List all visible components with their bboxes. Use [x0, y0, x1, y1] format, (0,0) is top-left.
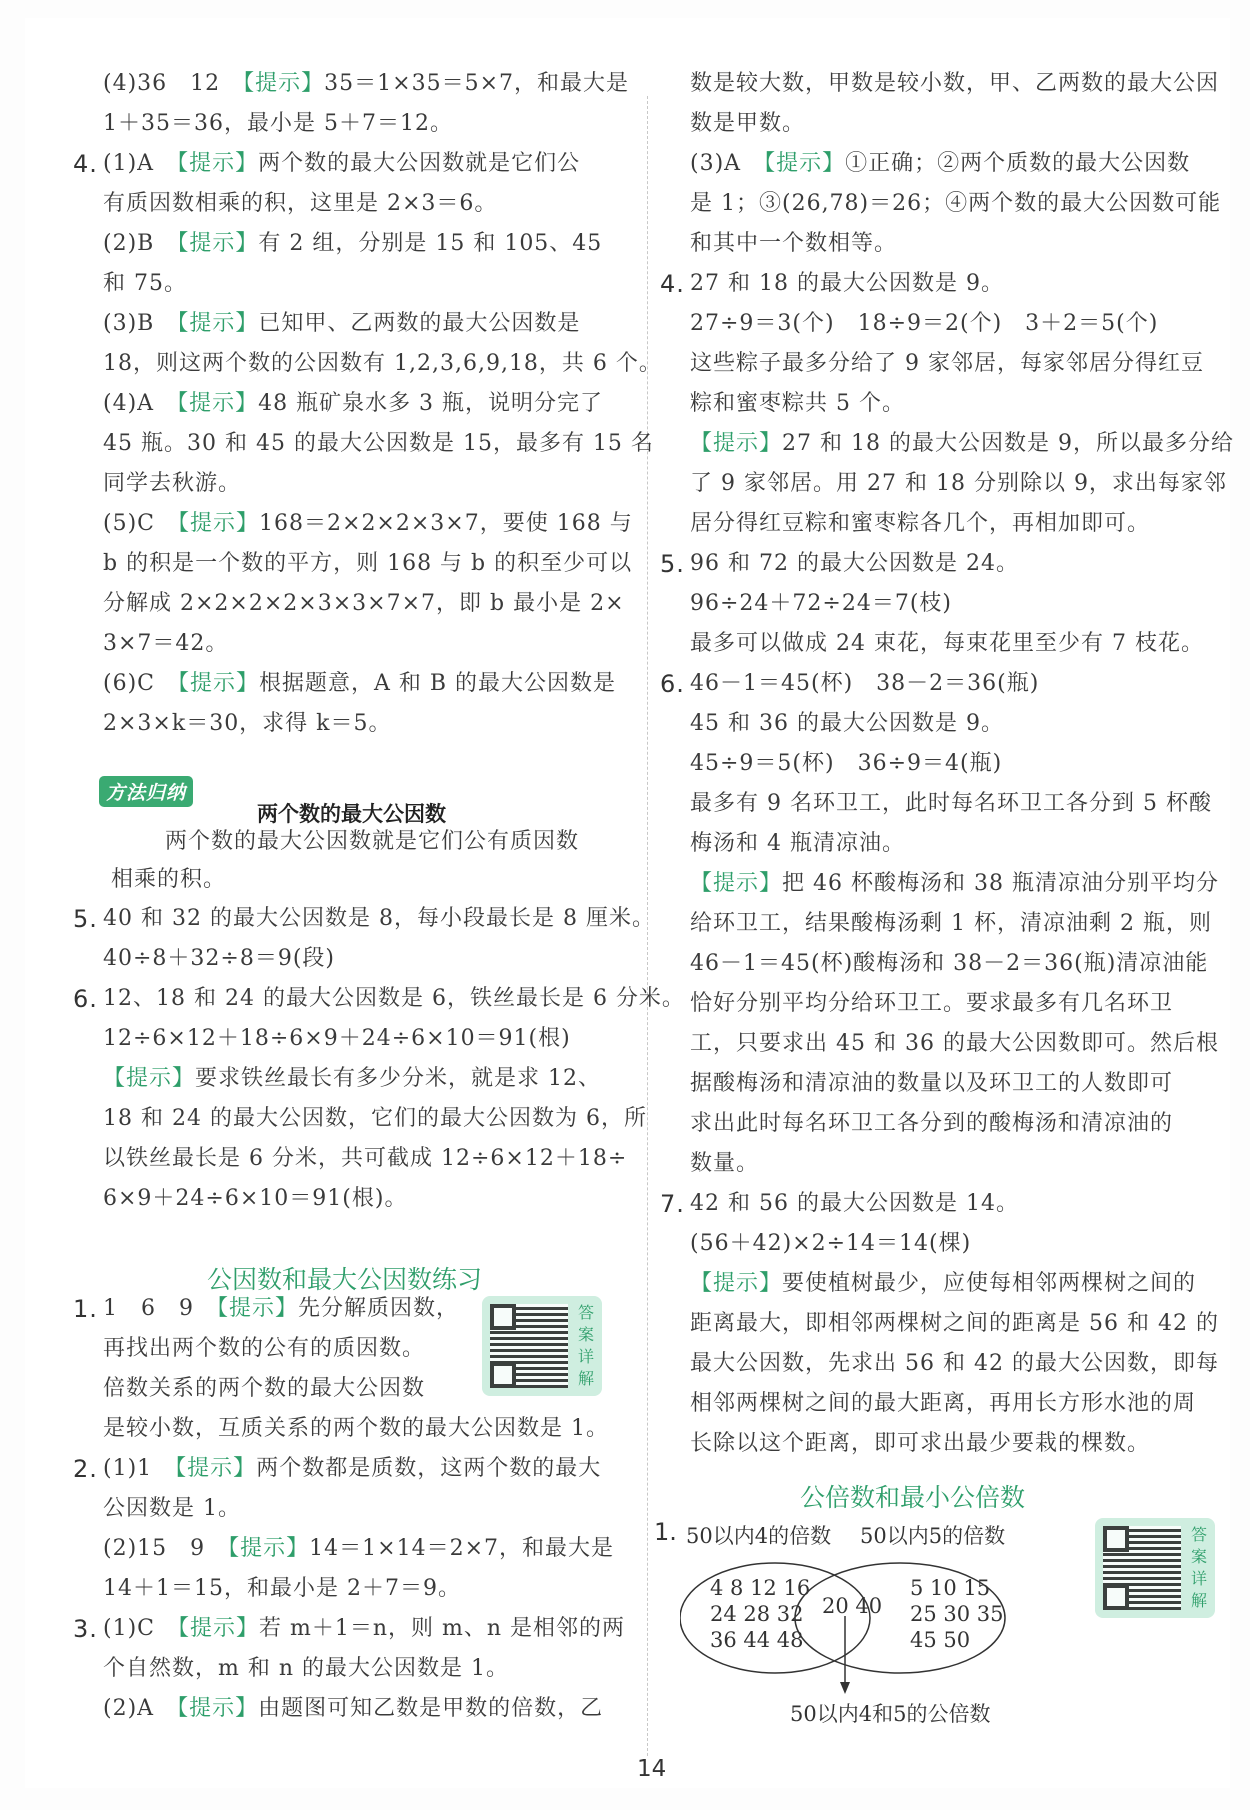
answer-text: 96÷24＋72÷24＝7(枝) — [690, 591, 953, 616]
section-title-lcm: 公倍数和最小公倍数 — [800, 1483, 1026, 1512]
answer-line — [690, 110, 805, 138]
answer-text: 1 6 9 — [103, 1296, 217, 1321]
page-number: 14 — [637, 1756, 667, 1782]
answer-line — [103, 310, 580, 338]
answer-line — [103, 110, 453, 138]
answer-line — [103, 390, 603, 418]
venn-label-left: 50以内4的倍数 — [686, 1524, 832, 1548]
answer-line — [660, 270, 1004, 298]
answer-text: (2)A — [103, 1696, 178, 1721]
answer-text: 有质因数相乘的积，这里是 2×3＝6。 — [103, 191, 498, 216]
answer-line — [103, 1375, 425, 1403]
answer-line — [103, 1415, 609, 1443]
hint-text: 14＝1×14＝2×7，和最大是 — [309, 1536, 615, 1561]
answer-line — [103, 1495, 241, 1523]
answer-text: 40 和 32 的最大公因数是 8，每小段最长是 8 厘米。 — [103, 906, 655, 931]
answer-text: 相邻两棵树之间的最大距离，再用长方形水池的周 — [690, 1391, 1197, 1416]
answer-line — [690, 1070, 1173, 1098]
venn-intersection: 20 40 — [822, 1594, 883, 1618]
answer-text: 最多可以做成 24 束花，每束花里至少有 7 枝花。 — [690, 631, 1204, 656]
hint-text: 把 46 杯酸梅汤和 38 瓶清凉油分别平均分 — [782, 871, 1219, 896]
answer-line — [690, 430, 1234, 458]
qr-code-answer-detail-2[interactable] — [1095, 1518, 1215, 1618]
answer-line — [103, 1655, 509, 1683]
answer-line — [103, 550, 632, 578]
answer-line — [103, 270, 187, 298]
answer-line — [103, 1695, 603, 1723]
answer-text: 同学去秋游。 — [103, 471, 242, 496]
hint-label: 【提示】 — [177, 231, 259, 256]
answer-text: (2)B — [103, 231, 178, 256]
answer-line — [690, 830, 905, 858]
hint-label: 【提示】 — [243, 71, 325, 96]
answer-text: 是较小数，互质关系的两个数的最大公因数是 1。 — [103, 1416, 609, 1441]
answer-text: (2)15 9 — [103, 1536, 229, 1561]
hint-text: 根据题意，A 和 B 的最大公因数是 — [259, 671, 617, 696]
answer-text: 分解成 2×2×2×2×3×3×7×7，即 b 最小是 2× — [103, 591, 625, 616]
answer-line — [690, 1310, 1219, 1338]
answer-text: 2×3×k＝30，求得 k＝5。 — [103, 711, 392, 736]
hint-text: 要使植树最少，应使每相邻两棵树之间的 — [782, 1271, 1197, 1296]
answer-text: 96 和 72 的最大公因数是 24。 — [690, 551, 1019, 576]
venn-diagram — [654, 1518, 1080, 1728]
answer-line — [690, 630, 1204, 658]
answer-text: 最大公因数，先求出 56 和 42 的最大公因数，即每 — [690, 1351, 1219, 1376]
hint-text: ①正确；②两个质数的最大公因数 — [845, 151, 1191, 176]
answer-text: 工，只要求出 45 和 36 的最大公因数即可。然后根 — [690, 1031, 1219, 1056]
venn-left-row-3: 36 44 48 — [710, 1628, 804, 1652]
answer-line — [690, 1430, 1150, 1458]
answer-line — [73, 905, 655, 933]
answer-line — [73, 985, 685, 1013]
answer-text: 以铁丝最长是 6 分米，共可截成 12÷6×12＋18÷ — [103, 1146, 628, 1171]
question-number: 6. — [660, 670, 685, 698]
answer-line — [690, 1150, 759, 1178]
question-number: 5. — [73, 905, 98, 933]
answer-line — [103, 1575, 461, 1603]
answer-line — [103, 1535, 614, 1563]
hint-label: 【提示】 — [177, 391, 259, 416]
method-summary-body-2: 相乘的积。 — [111, 867, 227, 892]
venn-bottom-label: 50以内4和5的公倍数 — [790, 1702, 991, 1726]
qr-code-icon — [1103, 1526, 1181, 1610]
answer-page — [25, 18, 1234, 1788]
answer-text: 和 75。 — [103, 271, 187, 296]
answer-line — [73, 1295, 460, 1323]
qr-label: 答案详解 — [577, 1303, 594, 1388]
question-number: 2. — [73, 1455, 98, 1483]
answer-line — [690, 510, 1150, 538]
answer-text: 数是较大数，甲数是较小数，甲、乙两数的最大公因 — [690, 71, 1220, 96]
answer-text: 46－1＝45(杯) 38－2＝36(瓶) — [690, 671, 1040, 696]
answer-line — [103, 1335, 425, 1363]
answer-text: 个自然数，m 和 n 的最大公因数是 1。 — [103, 1656, 510, 1681]
answer-line — [690, 710, 1004, 738]
method-summary-body-1: 两个数的最大公因数就是它们公有质因数 — [165, 829, 580, 854]
question-number: 6. — [73, 985, 98, 1013]
hint-label: 【提示】 — [228, 1536, 310, 1561]
answer-text: (56＋42)×2÷14＝14(棵) — [690, 1231, 972, 1256]
answer-line — [73, 150, 581, 178]
answer-text: 居分得红豆粽和蜜枣粽各几个，再相加即可。 — [690, 511, 1151, 536]
answer-line — [690, 70, 1219, 98]
answer-line — [103, 1185, 407, 1213]
answer-line — [690, 750, 1002, 778]
hint-label: 【提示】 — [178, 671, 260, 696]
answer-text: (1)1 — [103, 1456, 176, 1481]
question-number: 5. — [660, 550, 685, 578]
answer-text: 12÷6×12＋18÷6×9＋24÷6×10＝91(根) — [103, 1026, 571, 1051]
answer-line — [690, 470, 1227, 498]
hint-text: 35＝1×35＝5×7，和最大是 — [324, 71, 630, 96]
venn-label-right: 50以内5的倍数 — [860, 1524, 1006, 1548]
answer-line — [690, 870, 1219, 898]
answer-text: (6)C — [103, 671, 178, 696]
venn-left-row-2: 24 28 32 — [710, 1602, 804, 1626]
answer-text: 14＋1＝15，和最小是 2＋7＝9。 — [103, 1576, 461, 1601]
question-number: 4. — [73, 150, 98, 178]
hint-label: 【提示】 — [177, 151, 259, 176]
answer-line — [103, 670, 616, 698]
answer-text: 27÷9＝3(个) 18÷9＝2(个) 3＋2＝5(个) — [690, 311, 1159, 336]
answer-text: 45 瓶。30 和 45 的最大公因数是 15，最多有 15 名 — [103, 431, 654, 456]
answer-line — [690, 1110, 1173, 1138]
answer-text: 18 和 24 的最大公因数，它们的最大公因数为 6，所 — [103, 1106, 647, 1131]
answer-line — [690, 1030, 1219, 1058]
answer-line — [73, 1455, 602, 1483]
answer-line — [690, 590, 952, 618]
question-number: 3. — [73, 1615, 98, 1643]
answer-text: 数量。 — [690, 1151, 760, 1176]
hint-text: 已知甲、乙两数的最大公因数是 — [258, 311, 581, 336]
answer-text: 40÷8＋32÷8＝9(段) — [103, 946, 336, 971]
answer-text: 梅汤和 4 瓶清凉油。 — [690, 831, 905, 856]
answer-text: 距离最大，即相邻两棵树之间的距离是 56 和 42 的 — [690, 1311, 1219, 1336]
answer-line — [103, 230, 602, 258]
hint-text: 若 m＋1＝n，则 m、n 是相邻的两 — [259, 1616, 626, 1641]
answer-text: (3)A — [690, 151, 765, 176]
method-summary-title: 两个数的最大公因数 — [257, 802, 446, 826]
answer-line — [103, 350, 662, 378]
hint-label: 【提示】 — [178, 1616, 260, 1641]
answer-text: 公因数是 1。 — [103, 1496, 241, 1521]
hint-text: 先分解质因数， — [298, 1296, 460, 1321]
answer-text: (3)B — [103, 311, 178, 336]
hint-label: 【提示】 — [177, 311, 259, 336]
answer-text: b 的积是一个数的平方，则 168 与 b 的积至少可以 — [103, 551, 633, 576]
question-number: 7. — [660, 1190, 685, 1218]
answer-text: 求出此时每名环卫工各分到的酸梅汤和清凉油的 — [690, 1111, 1174, 1136]
answer-line — [103, 710, 392, 738]
hint-text: 两个数的最大公因数就是它们公 — [258, 151, 581, 176]
answer-text: 6×9＋24÷6×10＝91(根)。 — [103, 1186, 408, 1211]
qr-code-answer-detail[interactable] — [482, 1296, 602, 1396]
answer-text: 12、18 和 24 的最大公因数是 6，铁丝最长是 6 分米。 — [103, 986, 685, 1011]
answer-text: 27 和 18 的最大公因数是 9。 — [690, 271, 1004, 296]
answer-text: 再找出两个数的公有的质因数。 — [103, 1336, 426, 1361]
hint-label: 【提示】 — [690, 431, 783, 456]
answer-line — [103, 1065, 601, 1093]
answer-line — [690, 350, 1204, 378]
section-title-gcd-practice: 公因数和最大公因数练习 — [207, 1265, 483, 1294]
answer-line — [103, 470, 241, 498]
answer-text: (4)36 12 — [103, 71, 244, 96]
answer-text: 最多有 9 名环卫工，此时每名环卫工各分到 5 杯酸 — [690, 791, 1212, 816]
hint-text: 由题图可知乙数是甲数的倍数，乙 — [258, 1696, 604, 1721]
answer-text: 给环卫工，结果酸梅汤剩 1 杯，清凉油剩 2 瓶，则 — [690, 911, 1212, 936]
answer-line — [660, 1190, 1019, 1218]
answer-line — [103, 945, 335, 973]
answer-line — [690, 230, 897, 258]
answer-line — [690, 990, 1173, 1018]
hint-label: 【提示】 — [690, 1271, 783, 1296]
hint-label: 【提示】 — [175, 1456, 257, 1481]
answer-line — [103, 70, 629, 98]
hint-text: 要求铁丝最长有多少分米，就是求 12、 — [195, 1066, 602, 1091]
answer-text: (5)C — [103, 511, 178, 536]
answer-text: 3×7＝42。 — [103, 631, 229, 656]
answer-text: (1)C — [103, 1616, 178, 1641]
hint-text: 168＝2×2×2×3×7，要使 168 与 — [259, 511, 633, 536]
answer-line — [103, 190, 497, 218]
hint-label: 【提示】 — [178, 511, 260, 536]
answer-line — [103, 510, 633, 538]
answer-line — [103, 1105, 647, 1133]
venn-right-row-2: 25 30 35 — [910, 1602, 1004, 1626]
answer-text: 1＋35＝36，最小是 5＋7＝12。 — [103, 111, 453, 136]
answer-text: 46－1＝45(杯)酸梅汤和 38－2＝36(瓶)清凉油能 — [690, 951, 1209, 976]
answer-text: 恰好分别平均分给环卫工。要求最多有几名环卫 — [690, 991, 1174, 1016]
answer-line — [690, 150, 1190, 178]
answer-line — [690, 1350, 1219, 1378]
answer-line — [660, 670, 1040, 698]
hint-label: 【提示】 — [103, 1066, 196, 1091]
answer-line — [103, 590, 625, 618]
venn-right-row-3: 45 50 — [910, 1628, 971, 1652]
answer-line — [690, 1390, 1196, 1418]
answer-text: 是 1；③(26,78)＝26；④两个数的最大公因数可能 — [690, 191, 1222, 216]
hint-label: 【提示】 — [764, 151, 846, 176]
answer-text: 45÷9＝5(杯) 36÷9＝4(瓶) — [690, 751, 1003, 776]
answer-text: (4)A — [103, 391, 178, 416]
question-number: 4. — [660, 270, 685, 298]
answer-line — [73, 1615, 626, 1643]
answer-line — [103, 1145, 627, 1173]
hint-label: 【提示】 — [690, 871, 783, 896]
method-summary-badge: 方法归纳 — [99, 776, 193, 807]
answer-text: 这些粽子最多分给了 9 家邻居，每家邻居分得红豆 — [690, 351, 1204, 376]
question-number: 1. — [73, 1295, 98, 1323]
answer-text: 42 和 56 的最大公因数是 14。 — [690, 1191, 1019, 1216]
hint-label: 【提示】 — [217, 1296, 299, 1321]
answer-line — [690, 390, 905, 418]
answer-text: 了 9 家邻居。用 27 和 18 分别除以 9，求出每家邻 — [690, 471, 1227, 496]
answer-line — [690, 1270, 1196, 1298]
answer-text: 数是甲数。 — [690, 111, 806, 136]
answer-line — [690, 910, 1212, 938]
question-number: 1. — [654, 1518, 677, 1546]
hint-label: 【提示】 — [177, 1696, 259, 1721]
answer-text: 45 和 36 的最大公因数是 9。 — [690, 711, 1004, 736]
answer-line — [690, 190, 1221, 218]
hint-text: 27 和 18 的最大公因数是 9，所以最多分给 — [782, 431, 1234, 456]
qr-code-icon — [490, 1304, 568, 1388]
answer-text: 倍数关系的两个数的最大公因数 — [103, 1376, 426, 1401]
hint-text: 有 2 组，分别是 15 和 105、45 — [258, 231, 603, 256]
answer-line — [103, 630, 228, 658]
answer-line — [690, 790, 1212, 818]
answer-line — [690, 1230, 971, 1258]
answer-text: 据酸梅汤和清凉油的数量以及环卫工的人数即可 — [690, 1071, 1174, 1096]
qr-label: 答案详解 — [1190, 1525, 1207, 1610]
answer-text: (1)A — [103, 151, 178, 176]
answer-text: 18，则这两个数的公因数有 1,2,3,6,9,18，共 6 个。 — [103, 351, 662, 376]
answer-text: 和其中一个数相等。 — [690, 231, 898, 256]
answer-line — [103, 430, 654, 458]
venn-right-row-1: 5 10 15 — [910, 1576, 991, 1600]
answer-line — [660, 550, 1019, 578]
hint-text: 两个数都是质数，这两个数的最大 — [256, 1456, 602, 1481]
answer-line — [690, 950, 1208, 978]
answer-text: 粽和蜜枣粽共 5 个。 — [690, 391, 905, 416]
hint-text: 48 瓶矿泉水多 3 瓶，说明分完了 — [258, 391, 604, 416]
venn-left-row-1: 4 8 12 16 — [710, 1576, 811, 1600]
answer-line — [690, 310, 1158, 338]
answer-text: 长除以这个距离，即可求出最少要栽的棵数。 — [690, 1431, 1151, 1456]
answer-line — [103, 1025, 571, 1053]
